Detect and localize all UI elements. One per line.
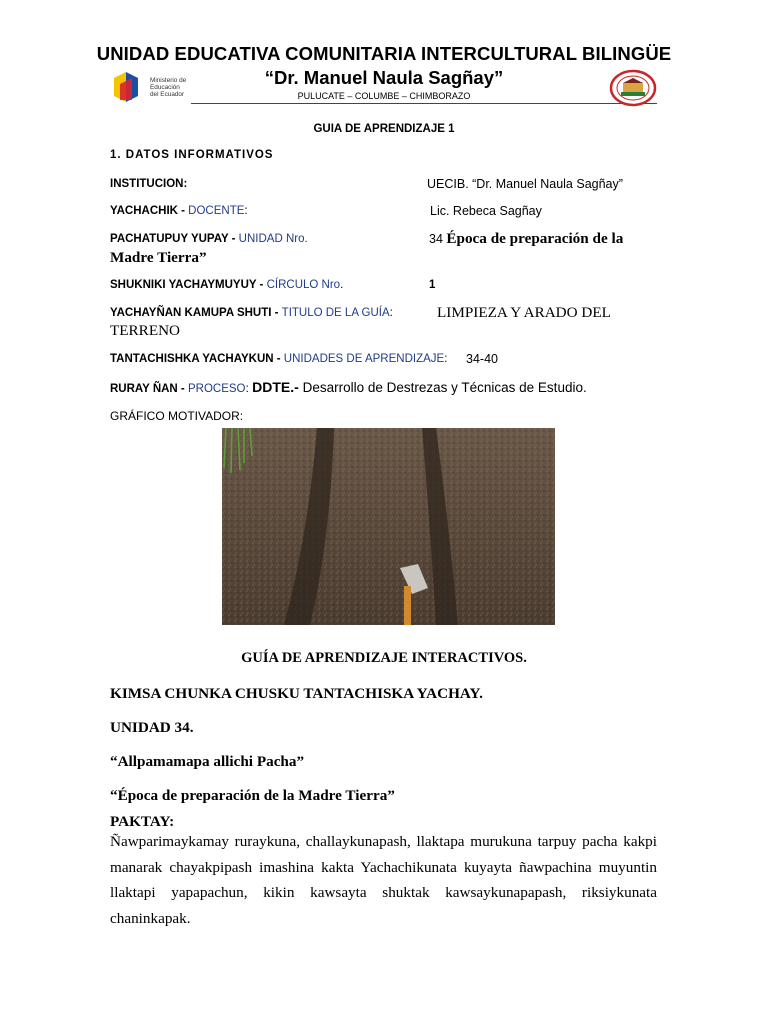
circulo-label-es: CÍRCULO Nro [266,279,341,291]
proceso-label-kichwa: RURAY ÑAN - [110,383,188,395]
circulo-label-kichwa: SHUKNIKI YACHAYMUYUY - [110,279,267,291]
unidades-label-kichwa: TANTACHISHKA YACHAYKUN - [110,353,284,365]
titulo-value-line2: TERRENO [110,322,181,339]
school-title: UNIDAD EDUCATIVA COMUNITARIA INTERCULTURAL BILINGÜE [96,43,672,64]
guide-title: GUIA DE APRENDIZAJE 1 [313,123,455,135]
school-location: PULUCATE – COLUMBE – CHIMBORAZO [297,91,471,101]
docente-label [110,205,248,217]
docente-label-kichwa: YACHACHIK - [110,205,189,217]
unidades-label-es: UNIDADES DE APRENDIZAJE [283,353,445,365]
kimsa-heading: KIMSA CHUNKA CHUSKU TANTACHISKA YACHAY. [110,685,483,702]
titulo-label-es: TITULO DE LA GUÍA [281,307,390,319]
unidad-value-line2: Madre Tierra” [110,249,207,266]
guide-heading: GUÍA DE APRENDIZAJE INTERACTIVOS. [241,650,527,666]
allpa-heading: “Allpamamapa allichi Pacha” [110,753,305,770]
grafico-label: GRÁFICO MOTIVADOR: [110,409,244,423]
unidades-colon: : [444,353,448,365]
unidades-label [110,353,447,365]
proceso-colon: : [245,381,253,395]
docente-label-es: DOCENTE [188,205,245,217]
institucion-label: INSTITUCION: [110,178,188,190]
epoca-heading: “Época de preparación de la Madre Tierra” [110,787,395,804]
titulo-value-line1: LIMPIEZA Y ARADO DEL [437,304,611,321]
proceso-code: DDTE.- [252,379,299,395]
objective-paragraph: Ñawparimaykamay ruraykuna, challaykunapash, llaktapa murukuna tarpuy pacha kakpi manarak chayakpipash imashina kakta Yachachikunata kuyayta ñawpachina muyuntin llaktapi yapapachun, kikin kawsayta shuktak kawsaykunapapash, riksiykunata chaninkapak. [110,833,657,927]
unidad-value-text: Época de preparación de la [446,230,624,247]
docente-value: Lic. Rebeca Sagñay [430,204,542,218]
section-title: 1. DATOS INFORMATIVOS [110,149,274,161]
header-divider [191,103,657,104]
plowed-field-photo [222,428,555,625]
titulo-label [110,307,393,319]
ministry-logo-line3: del Ecuador [150,91,185,98]
ministry-logo-line2: Educación [150,84,180,91]
unidad-heading: UNIDAD 34. [110,719,194,736]
circulo-value: 1 [429,279,436,291]
docente-colon: : [244,205,248,217]
institucion-value: UECIB. “Dr. Manuel Naula Sagñay” [427,177,623,191]
unidad-number: 34 [429,232,447,246]
unidad-value-line1 [429,230,623,248]
ministry-logo-line1: Ministerio de [150,77,187,84]
unidad-label-es: UNIDAD Nro. [238,233,308,245]
proceso-value: Desarrollo de Destrezas y Técnicas de Estudio. [298,380,587,395]
circulo-dot: . [340,279,344,291]
unidad-label-kichwa: PACHATUPUY YUPAY - [110,233,239,245]
titulo-colon: : [389,307,393,319]
circulo-label [110,279,343,291]
proceso-label-es: PROCESO [187,383,246,395]
unidad-label [110,233,308,245]
school-name: “Dr. Manuel Naula Sagñay” [264,67,504,88]
paktay-heading: PAKTAY: [110,813,175,830]
proceso-line [110,379,587,397]
titulo-label-kichwa: YACHAYÑAN KAMUPA SHUTI - [110,307,282,319]
unidades-value: 34-40 [466,352,498,366]
school-emblem-logo [609,69,657,107]
